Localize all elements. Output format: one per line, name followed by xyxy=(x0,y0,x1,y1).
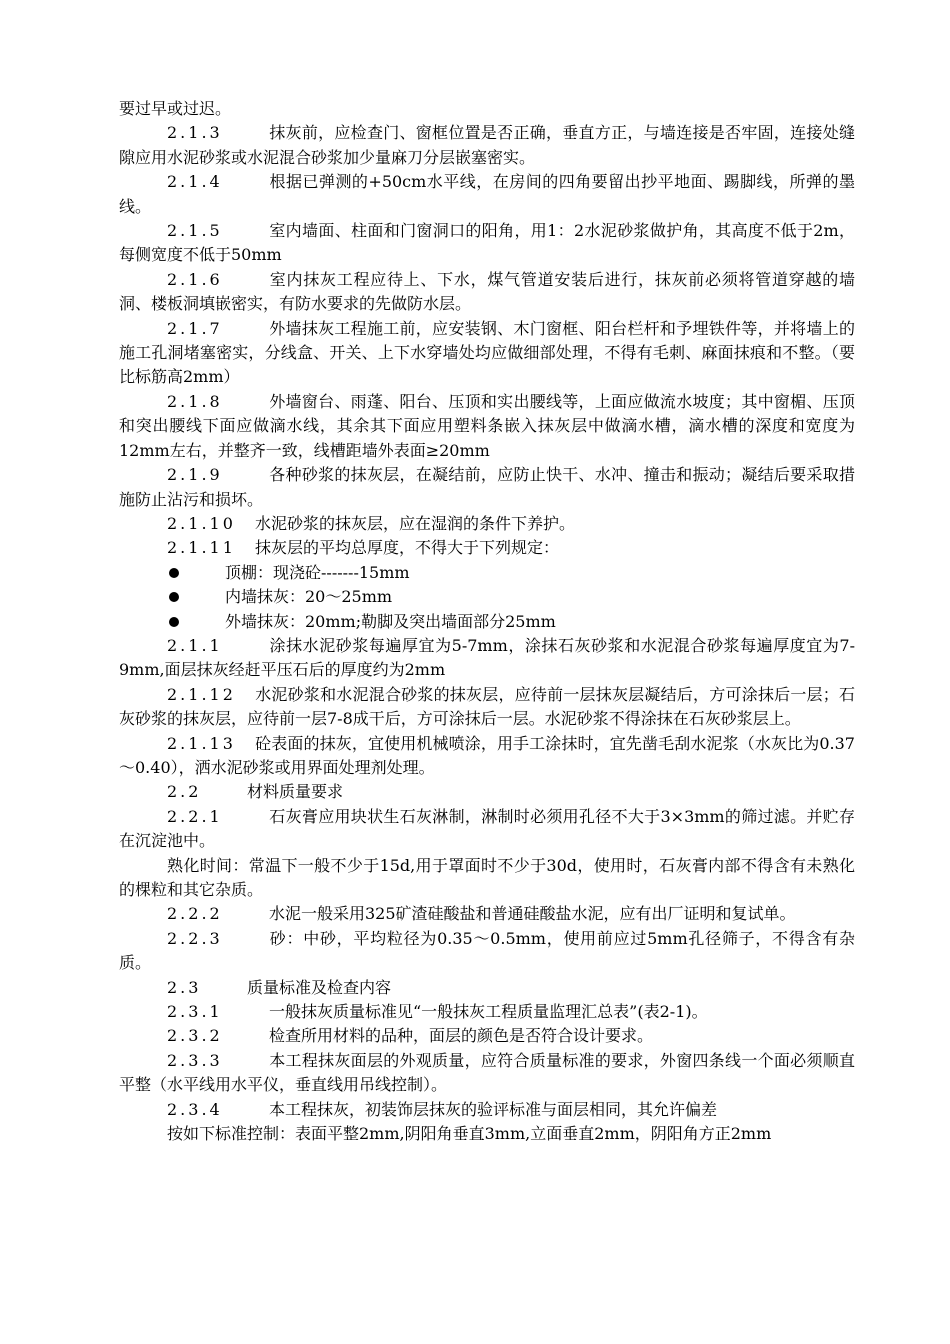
numbered-paragraph xyxy=(119,219,855,268)
paragraph-text: 抹灰前，应检查门、窗框位置是否正确，垂直方正，与墙连接是否牢固，连接处缝隙应用水泥砂浆或水泥混合砂浆加少量麻刀分层嵌塞密实。 xyxy=(119,123,855,167)
paragraph xyxy=(119,854,855,903)
numbered-paragraph xyxy=(119,927,855,976)
paragraph-text: 外墙抹灰：20mm;勒脚及突出墙面部分25mm xyxy=(225,611,556,631)
paragraph-text: 检查所用材料的品种，面层的颜色是否符合设计要求。 xyxy=(269,1026,654,1046)
bullet-icon xyxy=(169,592,179,602)
paragraph-text: 顶棚：现浇砼-------15mm xyxy=(225,562,410,582)
paragraph-text: 内墙抹灰：20～25mm xyxy=(225,587,393,607)
numbered-paragraph xyxy=(119,463,855,512)
paragraph-text: 材料质量要求 xyxy=(247,782,344,802)
bullet-item xyxy=(119,585,855,609)
numbered-paragraph xyxy=(119,121,855,170)
paragraph-text: 外墙抹灰工程施工前，应安装钢、木门窗框、阳台栏杆和予埋铁件等，并将墙上的施工孔洞堵塞密实，分线盒、开关、上下水穿墙处均应做细部处理，不得有毛刺、麻面抹痕和不整。（要比标筋高2mm） xyxy=(119,318,855,387)
paragraph-number: 2.2.1 xyxy=(167,806,223,826)
paragraph-text: 本工程抹灰面层的外观质量，应符合质量标准的要求，外窗四条线一个面必须顺直平整（水平线用水平仪，垂直线用吊线控制）。 xyxy=(119,1050,855,1095)
paragraph-number: 2.1.11 xyxy=(167,538,236,558)
numbered-paragraph xyxy=(119,268,855,317)
paragraph-number: 2.1.7 xyxy=(167,318,223,338)
document-body xyxy=(119,97,855,1146)
paragraph-continuation xyxy=(119,97,855,121)
bullet-icon xyxy=(169,617,179,627)
paragraph-number: 2.1.1 xyxy=(167,635,223,655)
paragraph-text: 熟化时间：常温下一般不少于15d,用于罩面时不少于30d，使用时，石灰膏内部不得含有未熟化的棵粒和其它杂质。 xyxy=(119,855,855,899)
paragraph-number: 2.1.13 xyxy=(167,733,236,753)
paragraph-number: 2.2.3 xyxy=(167,928,223,948)
paragraph-text: 室内墙面、柱面和门窗洞口的阳角，用1：2水泥砂浆做护角，其高度不低于2m，每侧宽度不低于50mm xyxy=(119,221,855,265)
paragraph-text: 抹灰层的平均总厚度，不得大于下列规定： xyxy=(255,538,560,558)
paragraph-text: 水泥一般采用325矿渣硅酸盐和普通硅酸盐水泥，应有出厂证明和复试单。 xyxy=(269,904,796,924)
numbered-paragraph xyxy=(119,683,855,732)
paragraph-number: 2.2.2 xyxy=(167,904,223,924)
paragraph-text: 要过早或过迟。 xyxy=(119,99,232,118)
bullet-icon xyxy=(169,568,179,578)
paragraph-number: 2.1.10 xyxy=(167,513,236,533)
paragraph-text: 质量标准及检查内容 xyxy=(247,977,392,997)
numbered-paragraph xyxy=(119,732,855,781)
numbered-paragraph xyxy=(119,512,855,536)
paragraph-number: 2.3.2 xyxy=(167,1026,223,1046)
paragraph-text: 涂抹水泥砂浆每遍厚宜为5-7mm，涂抹石灰砂浆和水泥混合砂浆每遍厚度宜为7-9mm,面层抹灰经赶平压石后的厚度约为2mm xyxy=(119,635,855,680)
paragraph-text: 水泥砂浆的抹灰层，应在湿润的条件下养护。 xyxy=(255,513,576,533)
numbered-paragraph xyxy=(119,170,855,219)
paragraph xyxy=(119,1122,855,1146)
paragraph-number: 2.3 xyxy=(167,977,202,997)
numbered-paragraph xyxy=(119,390,855,463)
numbered-paragraph xyxy=(119,317,855,390)
paragraph-text: 各种砂浆的抹灰层，在凝结前，应防止快干、水冲、撞击和振动；凝结后要采取措施防止沾污和损坏。 xyxy=(119,465,855,509)
paragraph-number: 2.3.3 xyxy=(167,1050,223,1070)
numbered-paragraph xyxy=(119,902,855,926)
numbered-paragraph xyxy=(119,1098,855,1122)
numbered-paragraph xyxy=(119,1000,855,1024)
numbered-paragraph xyxy=(119,1024,855,1048)
paragraph-text: 砂：中砂，平均粒径为0.35～0.5mm，使用前应过5mm孔径筛子，不得含有杂质。 xyxy=(119,928,855,973)
paragraph-number: 2.1.8 xyxy=(167,391,223,411)
section-heading xyxy=(119,780,855,804)
numbered-paragraph xyxy=(119,805,855,854)
paragraph-number: 2.3.1 xyxy=(167,1002,223,1022)
section-heading xyxy=(119,976,855,1000)
paragraph-text: 根据已弹测的+50cm水平线，在房间的四角要留出抄平地面、踢脚线，所弹的墨线。 xyxy=(119,172,855,216)
paragraph-number: 2.1.9 xyxy=(167,465,223,485)
paragraph-number: 2.1.4 xyxy=(167,172,223,192)
paragraph-text: 外墙窗台、雨蓬、阳台、压顶和实出腰线等，上面应做流水坡度；其中窗楣、压顶和突出腰线下面应做滴水线，其余其下面应用塑料条嵌入抹灰层中做滴水槽，滴水槽的深度和宽度为12mm左右，并整齐一致，线槽距墙外表面≥20mm xyxy=(119,391,855,460)
paragraph-text: 本工程抹灰，初装饰层抹灰的验评标准与面层相同，其允许偏差 xyxy=(269,1099,718,1119)
paragraph-number: 2.1.12 xyxy=(167,684,236,704)
paragraph-text: 一般抹灰质量标准见“一般抹灰工程质量监理汇总表”(表2-1)。 xyxy=(269,1002,708,1022)
paragraph-text: 按如下标准控制：表面平整2mm,阴阳角垂直3mm,立面垂直2mm，阴阳角方正2mm xyxy=(167,1124,772,1144)
bullet-item xyxy=(119,561,855,585)
paragraph-text: 石灰膏应用块状生石灰淋制，淋制时必须用孔径不大于3×3mm的筛过滤。并贮存在沉淀池中。 xyxy=(119,806,855,851)
paragraph-text: 室内抹灰工程应待上、下水，煤气管道安装后进行，抹灰前必须将管道穿越的墙洞、楼板洞填嵌密实，有防水要求的先做防水层。 xyxy=(119,269,855,314)
paragraph-number: 2.2 xyxy=(167,782,202,802)
paragraph-number: 2.1.5 xyxy=(167,221,223,241)
paragraph-text: 砼表面的抹灰，宜使用机械喷涂，用手工涂抹时，宜先凿毛刮水泥浆（水灰比为0.37～0.40），洒水泥砂浆或用界面处理剂处理。 xyxy=(119,733,855,777)
numbered-paragraph xyxy=(119,1049,855,1098)
paragraph-text: 水泥砂浆和水泥混合砂浆的抹灰层，应待前一层抹灰层凝结后，方可涂抹后一层；石灰砂浆的抹灰层，应待前一层7-8成干后，方可涂抹后一层。水泥砂浆不得涂抹在石灰砂浆层上。 xyxy=(119,684,855,729)
paragraph-number: 2.1.6 xyxy=(167,269,223,289)
paragraph-number: 2.1.3 xyxy=(167,123,223,143)
bullet-item xyxy=(119,610,855,634)
paragraph-number: 2.3.4 xyxy=(167,1099,223,1119)
numbered-paragraph xyxy=(119,536,855,560)
numbered-paragraph xyxy=(119,634,855,683)
